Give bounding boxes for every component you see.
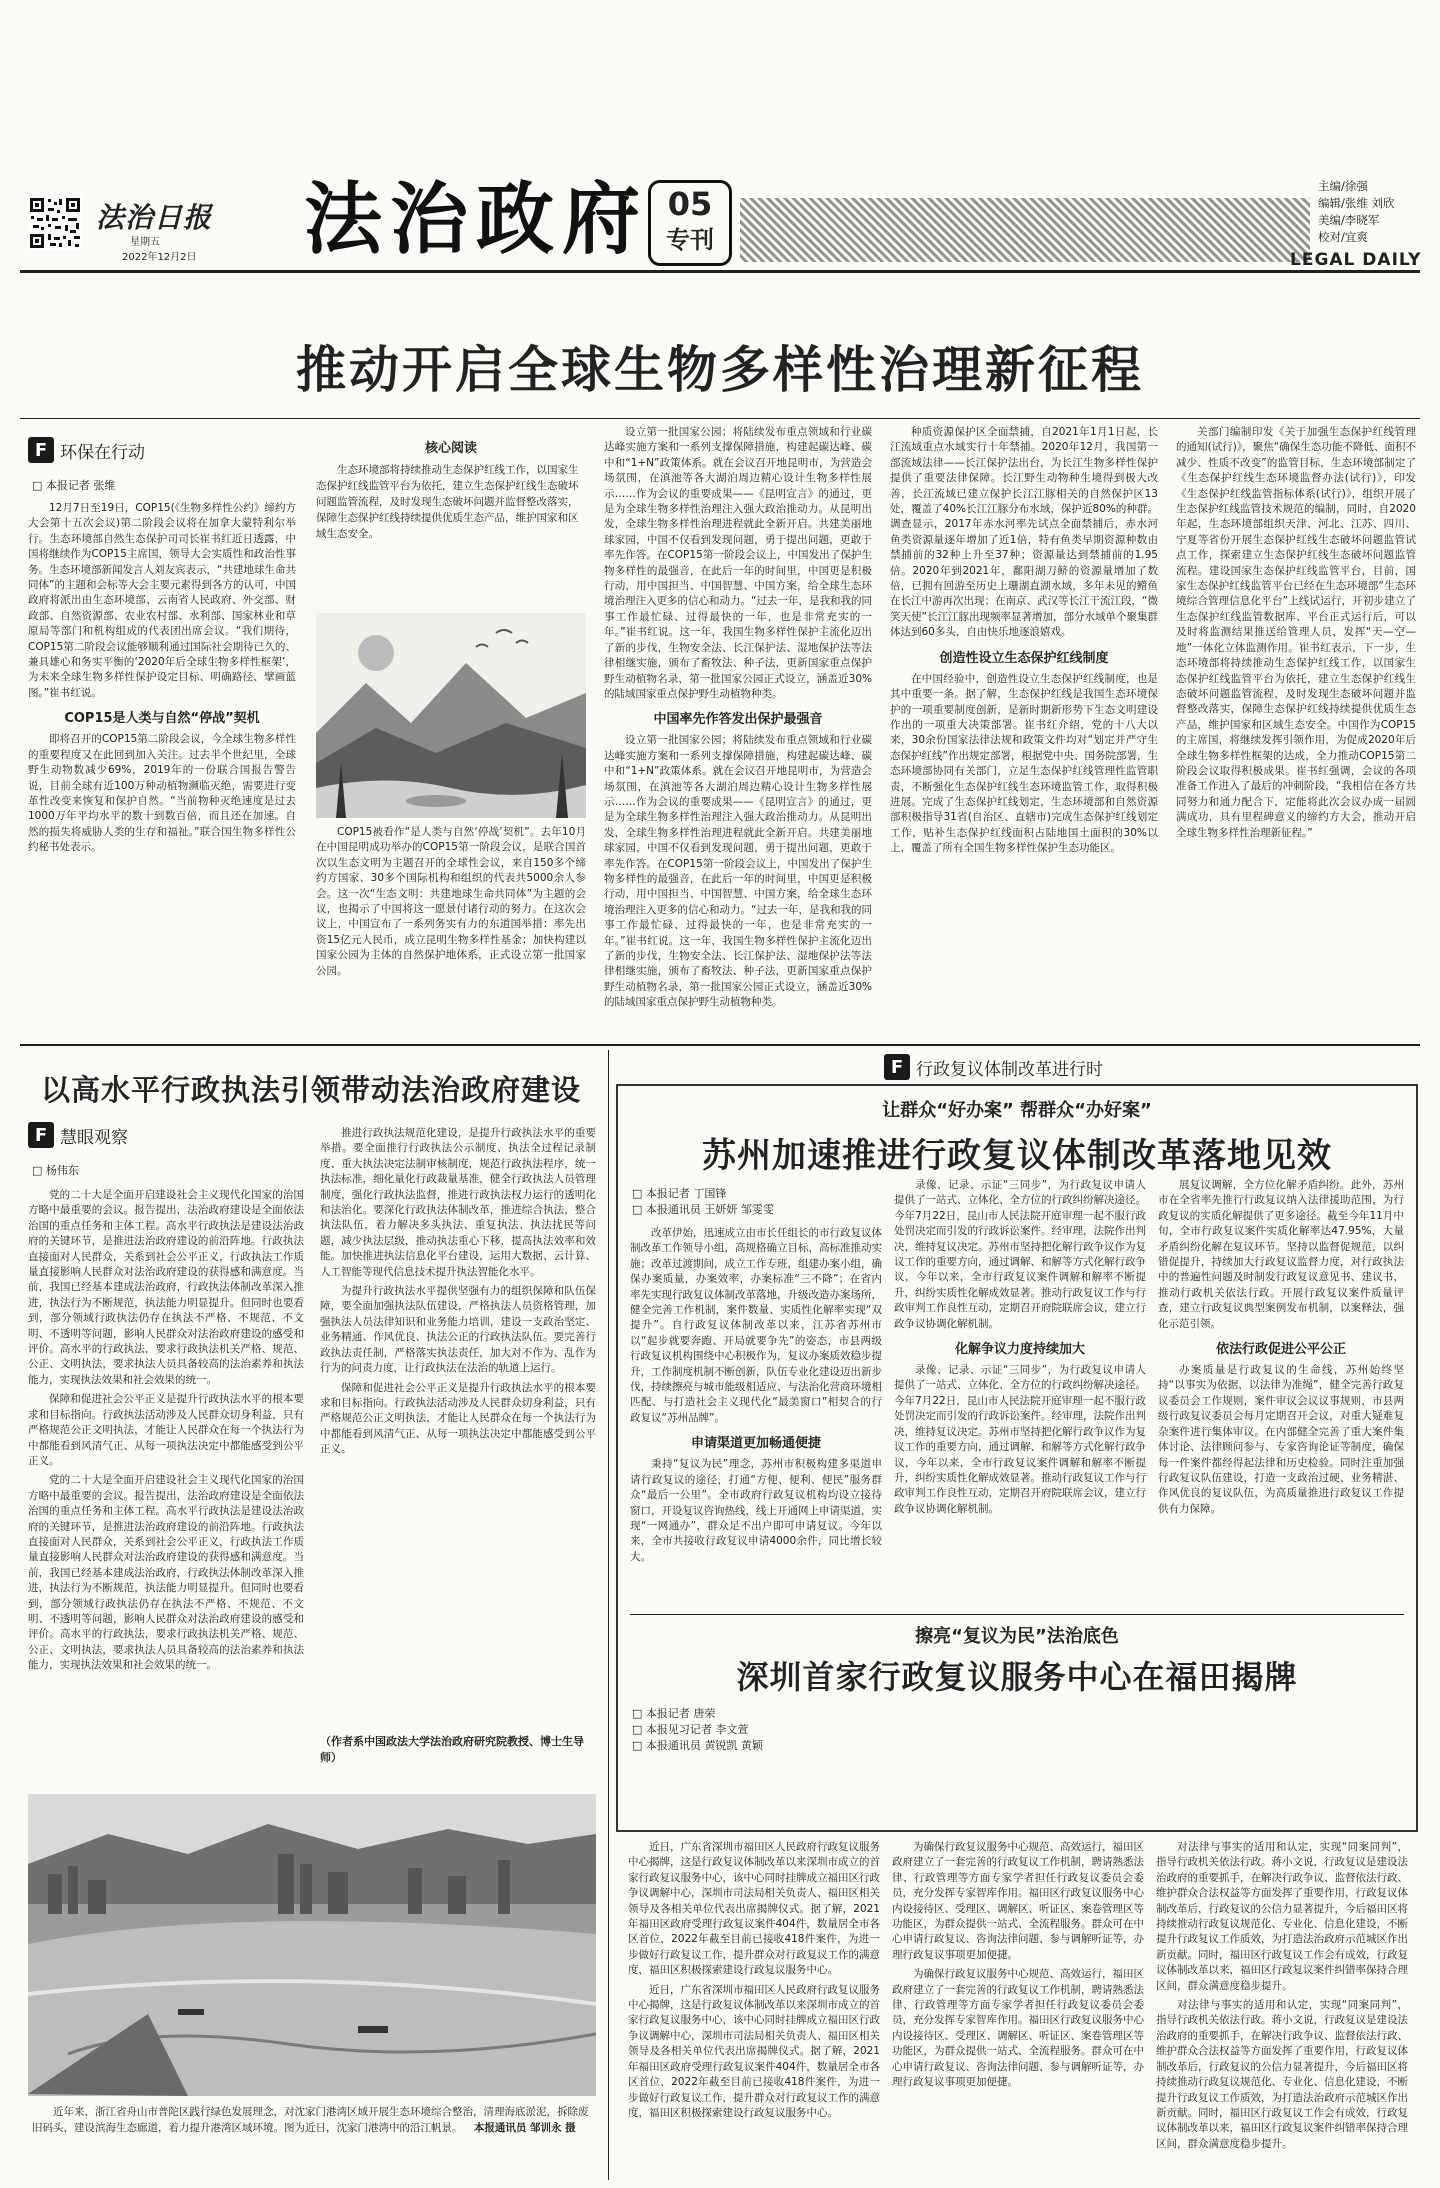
- paper-name: 法治日报: [96, 201, 213, 234]
- photo-caption: [32, 2104, 592, 2136]
- paragraph: 近日，广东省深圳市福田区人民政府行政复议服务中心揭牌，这是行政复议体制改革以来深圳市成立的首家行政复议服务中心，该中心同时挂牌成立福田区行政争议调解中心，深圳市司法局相关负责人、福田区相关领导及各相关单位代表出席揭牌仪式。据了解，2021年福田区政府受理行政复议案件404件，数量居全市各区首位，2022年截至目前已接收418件案件，为进一步做好行政复议工作，提升群众对行政复议工作的满意度，福田区积极探索建设行政复议服务中心。: [628, 1983, 880, 2119]
- weekday: 星期五: [130, 237, 160, 248]
- masthead-rule: [20, 270, 1420, 273]
- paragraph: COP15被看作“是人类与自然‘停战’契机”。去年10月在中国昆明成功举办的COP15第一阶段会议，是联合国首次以生态文明为主题召开的全球性会议，来自150多个缔约方国家、30多个国际机构和组织的代表共5000余人参会。这一次“生态文明：共建地球生命共同体”为主题的会议，也揭示了中国将这一愿景付诸行动的努力。在这次会议上，中国宣布了一系列务实有力的东道国举措：率先出资15亿元人民币，成立昆明生物多样性基金；加快构建以国家公园为主体的自然保护地体系，正式设立第一批国家公园。: [316, 826, 586, 977]
- paragraph: 推进行政执法规范化建设，是提升行政执法水平的重要举措。要全面推行行政执法公示制度、执法全过程记录制度、重大执法决定法制审核制度，规范行政执法程序，统一执法标准，细化量化行政裁量基准，健全行政执法人员管理制度，强化行政执法监督，推进行政执法权力运行的透明化和法治化。要深化行政执法体制改革，推进综合执法，整合执法队伍，着力解决多头执法、重复执法、执法扰民等问题，减少执法层级，推动执法重心下移，提高执法效率和效能。加快推进执法信息化平台建设，运用大数据、云计算、人工智能等现代信息技术提升执法智能化水平。: [320, 1127, 596, 1278]
- paragraph: 办案质量是行政复议的生命线，苏州始终坚持“以事实为依据，以法律为准绳”，健全完善行政复议委员会工作规则，案件审议会议议事规则，市县两级行政复议委员会每月定期召开会议，对重大疑难复杂案件进行集体审议。在内部健全完善了重大案件集体讨论、法律顾问参与、专家咨询论证等制度，确保每一件案件都经得起法律和历史检验。同时注重加强行政复议队伍建设，打造一支政治过硬、业务精湛、作风优良的复议队伍，为高质量推进行政复议工作提供有力保障。: [1158, 1364, 1404, 1515]
- lead-col-1: [28, 501, 296, 1021]
- page-number-box: [648, 180, 732, 266]
- paragraph: 党的二十大是全面开启建设社会主义现代化国家的治国方略中最重要的会议。报告提出，法治政府建设是全面依法治国的重点任务和主体工程。高水平行政执法是建设法治政府的关键环节，是推进法治政府建设的前沿阵地。行政执法直接面对人民群众，关系到社会公平正义，行政执法工作质量直接影响人民群众对法治政府建设的获得感和满意度。当前，我国已经基本建成法治政府，行政执法体制改革深入推进，执法行为不断规范，执法能力明显提升。但同时也要看到，部分领域行政执法仍存在执法不严格、不规范、不文明、不透明等问题，影响人民群众对法治政府建设的感受和评价。高水平的行政执法，要求行政执法机关严格、规范、公正、文明执法，要求执法人员具备较高的法治素养和执法能力，实现执法效果和社会效果的统一。: [28, 1474, 304, 1672]
- author-note: （作者系中国政法大学法治政府研究院教授、博士生导师）: [320, 1735, 584, 1764]
- vertical-divider: [608, 1050, 609, 2180]
- shenzhen-col-2: [892, 1840, 1144, 2170]
- editor-line: 美编/李晓军: [1318, 213, 1380, 227]
- core-reading-box: [316, 437, 586, 607]
- shenzhen-byline: 本报通讯员 黄锐凯 黄颖: [645, 1739, 763, 1752]
- left-byline: [32, 1162, 79, 1178]
- suzhou-subhead-a: 申请渠道更加畅通便捷: [690, 1436, 821, 1452]
- lead-subhead-1: COP15是人类与自然“停战”契机: [64, 711, 260, 727]
- page-type: 专刊: [666, 226, 714, 254]
- shenzhen-byline: 本报见习记者 李文萱: [645, 1723, 749, 1736]
- lead-col-4: [890, 425, 1158, 1025]
- paragraph: 展复议调解，全方位化解矛盾纠纷。此外，苏州市在全省率先推行行政复议纳入法律援助范围，为行政复议的实质化解提供了更多途径。截至今年11月中旬，全市行政复议案件实质化解率达47.95%，大量矛盾纠纷化解在复议环节。坚持以监督促规范，以纠错促提升，持续加大行政复议监督力度，对行政执法中的普遍性问题及时制发行政复议意见书、建议书，推动行政机关依法行政。开展行政复议案件质量评查，建立行政复议典型案例发布机制，以案释法，强化示范引领。: [1158, 1179, 1404, 1330]
- harbor-photo: [28, 1794, 596, 2096]
- lead-subhead-3: 创造性设立生态保护红线制度: [939, 650, 1109, 666]
- left-headline: 以高水平行政执法引领带动法治政府建设: [40, 1073, 581, 1107]
- masthead-stripe-band: [740, 198, 1310, 262]
- lead-headline: 推动开启全球生物多样性治理新征程: [296, 341, 1144, 399]
- core-reading-title: 核心阅读: [424, 441, 477, 456]
- editor-credits: [1318, 178, 1428, 246]
- nature-illustration: [316, 613, 586, 818]
- paragraph: 保障和促进社会公平正义是提升行政执法水平的根本要求和目标指向。行政执法活动涉及人民群众切身利益，只有严格规范公正文明执法，才能让人民群众在每一个执法行为中都能看到风清气正、从每一项执法决定中都能感受到公平正义。: [28, 1393, 304, 1467]
- paragraph: 秉持“复议为民”理念，苏州市积极构建多渠道申请行政复议的途径，打通“方便、便利、便民”服务群众“最后一公里”。全市政府行政复议机构均设立接待窗口，开设复议咨询热线，线上开通网上申请渠道，实现“一网通办”，群众足不出户即可申请复议。今年以来，全市共接收行政复议申请4000余件，同比增长较大。: [630, 1458, 882, 1563]
- paragraph: 关部门编制印发《关于加强生态保护红线管理的通知(试行)》，聚焦“确保生态功能不降低、面积不减少、性质不改变”的监管目标，生态环境部制定了《生态保护红线生态环境监督办法(试行)》，印发《生态保护红线监管指标体系(试行)》，组织开展了生态保护红线监管技术规范的编制，同时，自2020年起，生态环境部组织天津、河北、江苏、四川、宁夏等省份开展生态保护红线生态破坏问题监管试点工作，探索建立生态保护红线生态破坏问题监管流程。建设国家生态保护红线监管平台，目前，国家生态保护红线监管平台已经在生态环境部“生态环境综合管理信息化平台”上线试运行，开初步建立了生态保护红线监管数据库、平台正式运行后，可以及时将监测结果推送给管理人员，发挥“天—空—地”一体化立体监测作用。崔书红表示，下一步，生态环境部将持续推动生态保护红线工作，以国家生态保护红线监管平台为依托，建立生态保护红线生态破坏问题监管流程，及时发现生态破坏问题并监督整改落实，保障生态保护红线持续提供优质生态产品，维护国家和区域生态安全。中国作为COP15的主席国，将继续发挥引领作用，为促成2020年后全球生物多样性框架的达成，全力推动COP15第二阶段会议取得积极成果。崔书红强调，会议的各项准备工作进入了最后的冲刺阶段，“我相信在各方共同努力和通力配合下，定能将此次会议办成一届圆满成功，具有里程碑意义的缔约方大会，推动开启全球生物多样性治理新征程。”: [1176, 426, 1416, 839]
- left-col-1: [28, 1188, 304, 1768]
- qr-code-icon: [28, 196, 82, 250]
- lead-col-2: [316, 825, 586, 1025]
- photo-credit: 本报通讯员 邹训永 摄: [473, 2122, 576, 2134]
- lead-column-tag: [28, 437, 145, 463]
- left-column-tag-label: 慧眼观察: [60, 1127, 128, 1148]
- lead-column-tag-label: 环保在行动: [60, 442, 145, 463]
- shenzhen-col-1: [628, 1840, 880, 2170]
- editor-line: 主编/徐强: [1318, 179, 1368, 193]
- core-reading-text: 生态环境部将持续推动生态保护红线工作，以国家生态保护红线监管平台为依托，建立生态保护红线生态破坏问题监管流程，及时发现生态破坏问题并监督整改落实，保障生态保护红线持续提供优质生态产品，维护国家和区域生态安全。: [316, 464, 579, 540]
- inner-divider: [630, 1614, 1404, 1615]
- suzhou-col-1: [630, 1226, 882, 1606]
- paragraph: 设立第一批国家公园；将陆续发布重点领域和行业碳达峰实施方案和一系列支撑保障措施，构建起碳达峰、碳中和“1+N”政策体系。就在会议召开地昆明市，为营造会场氛围，在滇池等各大湖泊周边精心设计生物多样性展示……作为会议的重要成果——《昆明宣言》的通过，更是为全球生物多样性治理注入强大政治推动力。从昆明出发，全球生物多样性治理进程就此全新开启。共建美丽地球家园，中国不仅看到发现问题，勇于提出问题，更敢于率先作答。在COP15第一阶段会议上，中国发出了保护生物多样性的最强音，在此后一年的时间里，中国更是积极行动，用中国担当、中国智慧、中国方案，给全球生态环境治理注入更多的信心和动力。“过去一年，是我和我的同事工作最忙碌、过得最快的一年，也是非常充实的一年。”崔书红说。这一年，我国生物多样性保护主流化迈出了新的步伐，生物安全法、长江保护法、湿地保护法等法律相继实施，颁布了畜牧法、种子法，更新国家重点保护野生动植物名录，第一批国家公园正式设立，涵盖近30%的陆域国家重点保护野生动植物种类。: [604, 734, 872, 1009]
- suzhou-subhead-c: 依法行政促进公平公正: [1215, 1342, 1346, 1358]
- square-bullet-icon: □: [632, 1203, 646, 1216]
- left-article: [20, 1050, 602, 2180]
- paragraph: 录像、记录、示证“三同步”，为行政复议申请人提供了一站式、立体化、全方位的行政纠纷解决途径。今年7月22日，昆山市人民法院开庭审理一起不服行政处罚决定而引发的行政诉讼案件。经审理，法院作出判决，维持复议决定。苏州市坚持把化解行政争议作为复议工作的重要方向，通过调解、和解等方式化解行政争议，今年以来，全市行政复议案件调解和解率不断提升，纠纷实质性化解成效显著。推动行政复议工作与行政审判工作良性互动，定期召开府院联席会议，建立行政争议协调化解机制。: [894, 1364, 1146, 1515]
- left-column-tag: [28, 1122, 128, 1148]
- lead-col-3: [604, 425, 872, 1025]
- shenzhen-kicker: 擦亮“复议为民”法治底色: [915, 1626, 1119, 1647]
- lead-col-5: [1176, 425, 1416, 1025]
- paragraph: 为确保行政复议服务中心规范、高效运行，福田区政府建立了一套完善的行政复议工作机制，聘请熟悉法律、行政管理等方面专家学者担任行政复议委员会委员，充分发挥专家智库作用。福田区行政复议服务中心内设接待区、受理区、调解区、听证区、案卷管理区等功能区，为群众提供一站式、全流程服务。群众可在中心申请行政复议、咨询法律问题、参与调解听证等，办理行政复议事项更加便捷。: [892, 1841, 1144, 1961]
- issue-date: 2022年12月2日: [122, 252, 197, 263]
- suzhou-col-3: [1158, 1178, 1404, 1606]
- english-name: LEGAL DAILY: [1290, 250, 1422, 270]
- paragraph: 录像、记录、示证“三同步”，为行政复议申请人提供了一站式、立体化、全方位的行政纠纷解决途径。今年7月22日，昆山市人民法院开庭审理一起不服行政处罚决定而引发的行政诉讼案件。经审理，法院作出判决，维持复议决定。苏州市坚持把化解行政争议作为复议工作的重要方向，通过调解、和解等方式化解行政争议，今年以来，全市行政复议案件调解和解率不断提升，纠纷实质性化解成效显著。推动行政复议工作与行政审判工作良性互动，定期召开府院联席会议，建立行政争议协调化解机制。: [894, 1179, 1146, 1330]
- section-title: 法治政府: [304, 175, 649, 265]
- shenzhen-headline: 深圳首家行政复议服务中心在福田揭牌: [736, 1658, 1298, 1696]
- paragraph: 为确保行政复议服务中心规范、高效运行，福田区政府建立了一套完善的行政复议工作机制，聘请熟悉法律、行政管理等方面专家学者担任行政复议委员会委员，充分发挥专家智库作用。福田区行政复议服务中心内设接待区、受理区、调解区、听证区、案卷管理区等功能区，为群众提供一站式、全流程服务。群众可在中心申请行政复议、咨询法律问题、参与调解听证等，办理行政复议事项更加便捷。: [892, 1968, 1144, 2089]
- editor-line: 校对/宜爽: [1318, 230, 1368, 244]
- lead-byline: [32, 477, 115, 493]
- shenzhen-preview: [630, 1704, 1404, 1822]
- shenzhen-bylines: [632, 1706, 763, 1754]
- suzhou-box: [616, 1084, 1418, 1832]
- section-f-icon: F: [28, 437, 54, 463]
- paragraph: 改革伊始，迅速成立由市长任组长的市行政复议体制改革工作领导小组，高规格确立目标，高标准推动实施；改革过渡期间，成立工作专班，组建办案小组，确保办案质量，办案效率，办案标准“三不降”；在省内率先实现行政复议体制改革落地，升级改造办案场所，健全完善工作机制，案件数量、实质性化解率实现“双提升”。自行政复议体制改革以来，江苏省苏州市以“起步就要奔跑、开局就要争先”的姿态，市县两级行政复议机构围绕中心积极作为，复议办案质效稳步提升，工作制度机制不断创新，队伍专业化建设迈出新步伐，持续擦亮与城市能级相适应、与法治化营商环境相匹配、与打造社会主义现代化“最美窗口”相契合的行政复议“苏州品牌”。: [630, 1227, 882, 1424]
- paragraph: 党的二十大是全面开启建设社会主义现代化国家的治国方略中最重要的会议。报告提出，法治政府建设是全面依法治国的重点任务和主体工程。高水平行政执法是建设法治政府的关键环节，是推进法治政府建设的前沿阵地。行政执法直接面对人民群众，关系到社会公平正义，行政执法工作质量直接影响人民群众对法治政府建设的获得感和满意度。当前，我国已经基本建成法治政府，行政执法体制改革深入推进，执法行为不断规范，执法能力明显提升。但同时也要看到，部分领域行政执法仍存在执法不严格、不规范、不文明、不透明等问题，影响人民群众对法治政府建设的感受和评价。高水平的行政执法，要求行政执法机关严格、规范、公正、文明执法，要求执法人员具备较高的法治素养和执法能力，实现执法效果和社会效果的统一。: [28, 1189, 304, 1386]
- paragraph: 在中国经验中，创造性设立生态保护红线制度，也是其中重要一条。据了解，生态保护红线是我国生态环境保护的一项重要制度创新，是新时期新形势下生态文明建设作出的一项重大决策部署。崔书红介绍，党的十八大以来，30余份国家法律法规和政策文件均对“划定并严守生态保护红线”作出规定部署，根据党中央、国务院部署，生态环境部协同有关部门，立足生态保护红线管理性监管职责，不断强化生态保护红线生态环境监管工作，取得积极进展。完成了生态保护红线划定，生态环境部和自然资源部积极指导31省(自治区、直辖市)完成生态保护红线划定工作，贴补生态保护红线面积占陆地国土面积的30%以上，覆盖了所有全国生物多样性保护生态功能区。: [890, 672, 1158, 855]
- right-section: [616, 1050, 1420, 2180]
- square-bullet-icon: □: [32, 479, 46, 492]
- page-number: 05: [667, 185, 713, 223]
- paragraph: 12月7日至19日，COP15(《生物多样性公约》缔约方大会第十五次会议)第二阶段会议将在加拿大蒙特利尔举行。生态环境部自然生态保护司司长崔书红近日透露，中国将继续作为COP15主席国，领导大会实质性和政治性事务。生态环境部新闻发言人刘友宾表示，“共建地球生命共同体”的主题和会标等大会主要元素得到各方的认可，中国政府将派出由生态环境部、云南省人民政府、外交部、财政部、自然资源部、农业农村部、水利部、国家林业和草原局等部门和机构组成的代表团出席会议。“我们期待，COP15第二阶段会议能够顺利通过国际社会期待已久的、兼具雄心和务实平衡的‘2020年后全球生物多样性框架’，为未来全球生物多样性保护设定目标、明确路径、擘画蓝图。”崔书红说。: [28, 502, 296, 699]
- suzhou-col-2: [894, 1178, 1146, 1606]
- suzhou-bylines: [632, 1186, 774, 1218]
- suzhou-kicker: 让群众“好办案” 帮群众“办好案”: [882, 1100, 1152, 1121]
- photo-caption-text: 近年来，浙江省舟山市普陀区践行绿色发展理念，对沈家门港湾区域开展生态环境综合整治，清理海底淤泥，拆除废旧码头，建设滨海生态廊道，着力提升港湾区域环境。图为近日，沈家门港湾中的沿江帆景。: [32, 2106, 589, 2134]
- paragraph: 保障和促进社会公平正义是提升行政执法水平的根本要求和目标指向。行政执法活动涉及人民群众切身利益，只有严格规范公正文明执法，才能让人民群众在每一个执法行为中都能看到风清气正、从每一项执法决定中都能感受到公平正义。: [320, 1381, 596, 1456]
- shenzhen-col-3: [1156, 1840, 1408, 2170]
- section-f-icon: F: [884, 1054, 910, 1080]
- suzhou-subhead-b: 化解争议力度持续加大: [954, 1342, 1085, 1358]
- lead-article: [20, 425, 1420, 1035]
- paragraph: 对法律与事实的适用和认定，实现“同案同判”，指导行政机关依法行政。蒋小文说，行政复议是建设法治政府的重要抓手，在解决行政争议、监督依法行政、维护群众合法权益等方面发挥了重要作用，行政复议体制改革后，行政复议的公信力显著提升，今后福田区将持续推动行政复议规范化、专业化、信息化建设，不断提升行政复议工作质效，为打造法治政府示范城区作出新贡献。同时，福田区行政复议工作会有成效，行政复议体制改革以来，福田区行政复议案件纠错率保持合理区间，群众满意度稳步提升。: [1156, 1841, 1408, 1992]
- masthead: [0, 0, 1440, 320]
- square-bullet-icon: □: [632, 1707, 646, 1720]
- paragraph: 近日，广东省深圳市福田区人民政府行政复议服务中心揭牌，这是行政复议体制改革以来深圳市成立的首家行政复议服务中心，该中心同时挂牌成立福田区行政争议调解中心，深圳市司法局相关负责人、福田区相关领导及各相关单位代表出席揭牌仪式。据了解，2021年福田区政府受理行政复议案件404件，数量居全市各区首位，2022年截至目前已接收418件案件，为进一步做好行政复议工作，提升群众对行政复议工作的满意度，福田区积极探索建设行政复议服务中心。: [628, 1841, 880, 1977]
- suzhou-headline: 苏州加速推进行政复议体制改革落地见效: [702, 1136, 1332, 1176]
- lead-headline-rule: [20, 418, 1420, 419]
- right-column-tag-label: 行政复议体制改革进行时: [916, 1059, 1103, 1080]
- paragraph: 种质资源保护区全面禁捕，自2021年1月1日起，长江流域重点水域实行十年禁捕。2020年12月，我国第一部流域法律——长江保护法出台，为长江生物多样性保护提供了重要法律保障。长江野生动物种生境得到极大改善，长江流域已建立保护长江江豚相关的自然保护区13处，覆盖了40%长江江豚分布水域，保护近80%的种群。调查显示，2017年赤水河率先试点全面禁捕后，赤水河鱼类资源量逐年增加了近1倍，特有鱼类早期资源种数由禁捕前的32种上升至37种；资源量达到禁捕前的1.95倍。2020年到2021年，鄱阳湖刀鲚的资源量增加了数倍，已拥有回游至历史上珊湖直湖水域，多年未见的鳤鱼在长江中游再次出现；在南京、武汉等长江干流江段，“微笑天使”长江江豚出现频率显著增加，部分水域单个聚集群体达到60多头，自由快乐地逐浪嬉戏。: [890, 426, 1158, 639]
- lead-subhead-2: 中国率先作答发出保护最强音: [653, 712, 823, 728]
- right-column-tag: [884, 1054, 1103, 1080]
- paragraph: 设立第一批国家公园；将陆续发布重点领域和行业碳达峰实施方案和一系列支撑保障措施，构建起碳达峰、碳中和“1+N”政策体系。就在会议召开地昆明市，为营造会场氛围，在滇池等各大湖泊周边精心设计生物多样性展示……作为会议的重要成果——《昆明宣言》的通过，更是为全球生物多样性治理注入强大政治推动力。从昆明出发，全球生物多样性治理进程就此全新开启。共建美丽地球家园，中国不仅看到发现问题，勇于提出问题，更敢于率先作答。在COP15第一阶段会议上，中国发出了保护生物多样性的最强音，在此后一年的时间里，中国更是积极行动，用中国担当、中国智慧、中国方案，给全球生态环境治理注入更多的信心和动力。“过去一年，是我和我的同事工作最忙碌、过得最快的一年，也是非常充实的一年。”崔书红说。这一年，我国生物多样性保护主流化迈出了新的步伐，生物安全法、长江保护法、湿地保护法等法律相继实施，颁布了畜牧法、种子法，更新国家重点保护野生动植物名录，第一批国家公园正式设立，涵盖近30%的陆域国家重点保护野生动植物种类。: [604, 426, 872, 700]
- suzhou-byline: 本报通讯员 王妍妍 邹雯雯: [645, 1203, 774, 1216]
- shenzhen-byline: 本报记者 唐荣: [645, 1707, 716, 1720]
- section-f-icon: F: [28, 1122, 54, 1148]
- suzhou-byline: 本报记者 丁国锋: [645, 1187, 727, 1200]
- section-divider: [20, 1044, 1420, 1046]
- square-bullet-icon: □: [632, 1723, 646, 1736]
- square-bullet-icon: □: [32, 1164, 46, 1177]
- paragraph: 即将召开的COP15第二阶段会议，今全球生物多样性的重要程度又在此回到加入关注。过去半个世纪里，全球野生动物数减少69%，2019年的一份联合国报告警告说，目前全球有近100万种动植物濒临灭绝，需要进行变革性改变来恢复和保护自然。“当前物种灭绝速度是过去1000万年平均水平的数十到数百倍，而且还在加速。自然的损失将威胁人类的生存和福祉。”联合国生物多样性公约秘书处表示。: [28, 733, 296, 854]
- square-bullet-icon: □: [632, 1187, 646, 1200]
- left-col-2: [320, 1126, 596, 1726]
- paragraph: 为提升行政执法水平提供坚强有力的组织保障和队伍保障，要全面加强执法队伍建设，严格执法人员资格管理，加强执法人员法律知识和业务能力培训，建设一支政治坚定、业务精通、作风优良、执法公正的行政执法队伍。要完善行政执法责任制，严格落实执法责任，加大对不作为、乱作为行为的问责力度，让行政执法在法治的轨道上运行。: [320, 1285, 596, 1375]
- square-bullet-icon: □: [632, 1739, 646, 1752]
- lead-byline-text: 本报记者 张维: [45, 479, 116, 492]
- left-byline-text: 杨伟东: [45, 1164, 79, 1177]
- paragraph: 对法律与事实的适用和认定，实现“同案同判”，指导行政机关依法行政。蒋小文说，行政复议是建设法治政府的重要抓手，在解决行政争议、监督依法行政、维护群众合法权益等方面发挥了重要作用，行政复议体制改革后，行政复议的公信力显著提升，今后福田区将持续推动行政复议规范化、专业化、信息化建设，不断提升行政复议工作质效，为打造法治政府示范城区作出新贡献。同时，福田区行政复议工作会有成效，行政复议体制改革以来，福田区行政复议案件纠错率保持合理区间，群众满意度稳步提升。: [1156, 1999, 1408, 2150]
- editor-line: 编辑/张维 刘欣: [1318, 196, 1395, 210]
